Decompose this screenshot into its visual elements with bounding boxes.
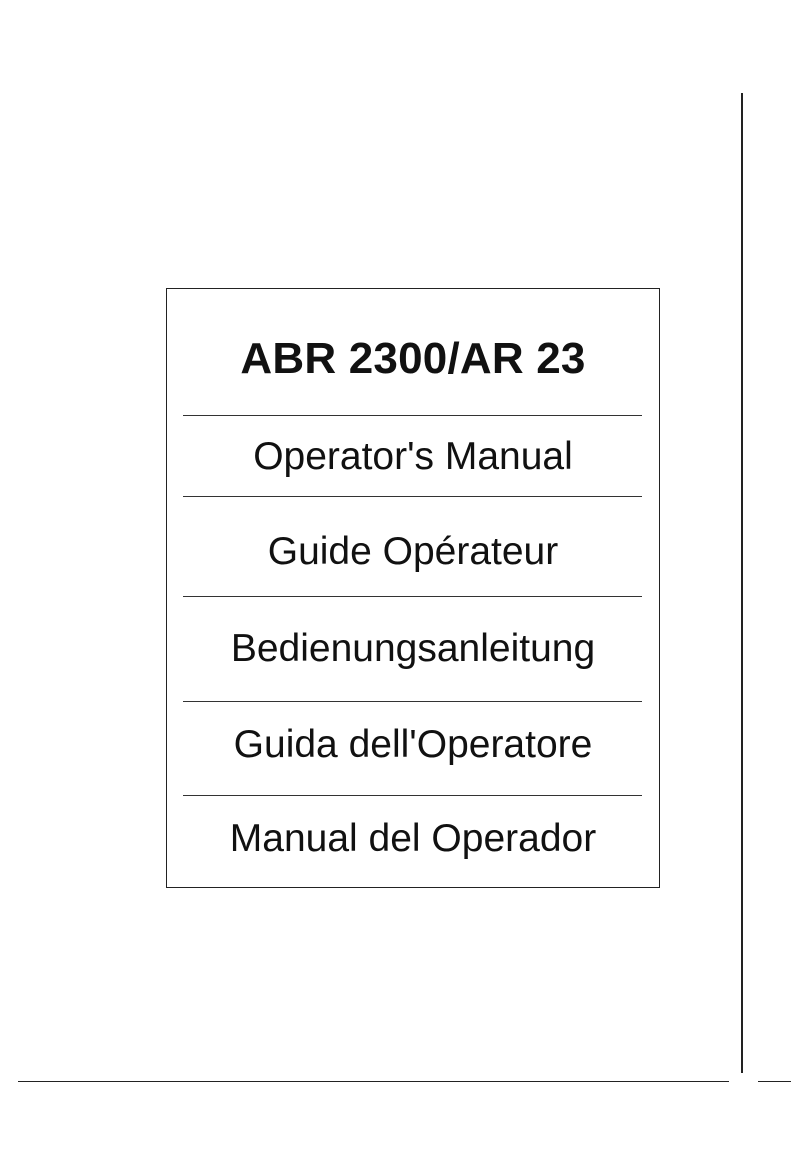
title-separator (183, 795, 642, 796)
title-separator (183, 415, 642, 416)
manual-title-italian: Guida dell'Operatore (233, 723, 593, 766)
manual-title-english: Operator's Manual (253, 435, 573, 478)
bottom-rule (18, 1081, 729, 1082)
right-margin-rule (741, 93, 743, 1073)
bottom-rule-short (758, 1081, 791, 1082)
title-separator (183, 596, 642, 597)
document-title: ABR 2300/AR 23 (240, 334, 586, 383)
manual-title-spanish: Manual del Operador (229, 817, 597, 860)
title-separator (183, 496, 642, 497)
title-separator (183, 701, 642, 702)
manual-title-french: Guide Opérateur (267, 530, 559, 573)
manual-title-german: Bedienungsanleitung (230, 627, 596, 670)
